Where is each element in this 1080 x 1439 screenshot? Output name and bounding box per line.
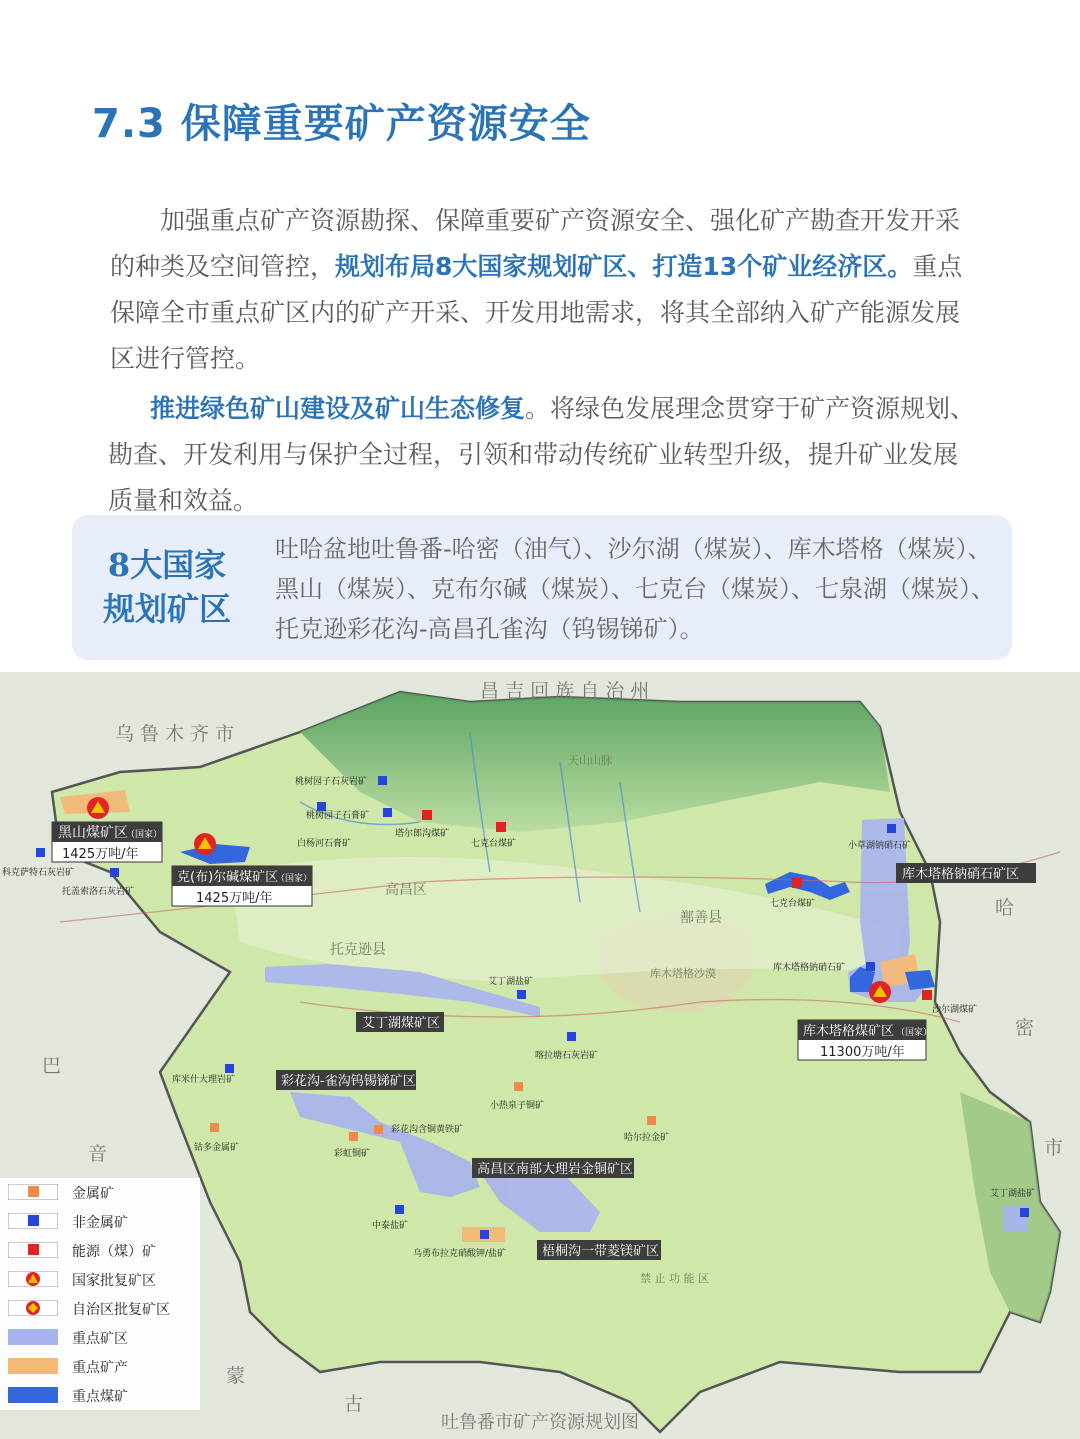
marker-energy — [496, 822, 506, 832]
marker-energy — [922, 990, 932, 1000]
mine-label: 艾丁湖盐矿 — [990, 1189, 1036, 1199]
map-caption: 吐鲁番市矿产资源规划图 — [441, 1412, 639, 1433]
marker-nonmetal — [378, 776, 387, 785]
callout-kumtag-coal-tag: （国家） — [896, 1028, 933, 1038]
infobox-title-line1: 8大国家 — [107, 546, 227, 584]
mine-label: 彩花沟含铜黄铁矿 — [391, 1125, 464, 1135]
legend-row-autonomous — [0, 1294, 200, 1323]
legend-key-area-swatch — [8, 1329, 58, 1345]
legend-row-nonmetal — [0, 1207, 200, 1236]
paragraph-mining-security — [110, 198, 980, 382]
infobox-text: 吐哈盆地吐鲁番-哈密（油气）、沙尔湖（煤炭）、库木塔格（煤炭）、黑山（煤炭）、克布尔碱（煤炭）、七克台（煤炭）、七泉湖（煤炭）、托克逊彩花沟-高昌孔雀沟（钨锡锑矿）。 — [275, 535, 995, 643]
marker-nonmetal — [887, 824, 896, 833]
marker-nonmetal — [317, 802, 326, 811]
marker-nonmetal — [866, 962, 875, 971]
marker-energy — [792, 878, 802, 888]
legend-label-autonomous: 自治区批复矿区 — [72, 1302, 170, 1318]
marker-metal — [349, 1132, 358, 1141]
terrain-label-toksun: 托克逊县 — [330, 942, 386, 958]
marker-metal — [514, 1082, 523, 1091]
legend-row-key-coal — [0, 1381, 200, 1410]
mine-label: 库木塔格钠硝石矿 — [773, 963, 846, 973]
infobox-title — [92, 543, 242, 631]
legend-label-metal: 金属矿 — [72, 1186, 114, 1202]
terrain-label-desert: 库木塔格沙漠 — [650, 967, 716, 980]
legend-row-key-mineral — [0, 1352, 200, 1381]
legend-key-coal-swatch — [8, 1387, 58, 1403]
marker-nonmetal — [110, 868, 119, 877]
marker-metal — [210, 1123, 219, 1132]
mine-label: 艾丁湖盐矿 — [488, 977, 534, 987]
terrain-label-shanshan: 鄯善县 — [680, 910, 722, 926]
paragraph2-text: 。将绿色发展理念贯穿于矿产资源规划、勘查、开发利用与保护全过程，引领和带动传统矿业转型升级，提升矿业发展质量和效益。 — [108, 394, 976, 515]
legend-autonomous-swatch — [8, 1300, 58, 1316]
callout-gaochang-south-name: 高昌区南部大理岩金铜矿区 — [477, 1162, 634, 1177]
national-mining-areas-box — [72, 515, 1012, 660]
terrain-label-tianshan: 天山山脉 — [568, 754, 612, 767]
legend-row-metal — [0, 1178, 200, 1207]
mine-label: 乌勇布拉克硝酸钾/盐矿 — [413, 1249, 507, 1259]
marker-energy — [422, 810, 432, 820]
legend-nonmetal-swatch — [8, 1213, 58, 1229]
callout-kumtag-coal-output: 11300万吨/年 — [820, 1045, 905, 1060]
mine-label: 喀拉塘石灰岩矿 — [535, 1051, 599, 1061]
terrain-label-gaochang: 高昌区 — [385, 882, 427, 898]
marker-nonmetal — [1020, 1208, 1029, 1217]
callout-kebuerjian-output: 1425万吨/年 — [196, 891, 273, 906]
marker-metal — [647, 1116, 656, 1125]
legend-key-mineral-swatch — [8, 1358, 58, 1374]
neighbor-label-meng: 蒙 — [226, 1365, 246, 1387]
paragraph1-text-a: 加强重点矿产资源勘探、保障重要矿产资源安全、强化矿产勘查开发开采的种类及空间管控， — [110, 206, 961, 281]
marker-nonmetal — [383, 808, 392, 817]
callout-aydinghu-name: 艾丁湖煤矿区 — [362, 1016, 441, 1031]
legend-metal-swatch — [8, 1184, 58, 1200]
legend-energy-swatch — [8, 1242, 58, 1258]
callout-heishan-tag: （国家） — [126, 830, 163, 840]
marker-metal — [374, 1125, 383, 1134]
section-title: 7.3 保障重要矿产资源安全 — [92, 101, 591, 147]
legend-label-national: 国家批复矿区 — [72, 1273, 156, 1289]
legend-label-energy: 能源（煤）矿 — [72, 1244, 156, 1260]
infobox-title-line2: 规划矿区 — [102, 590, 231, 628]
legend-label-key-mineral: 重点矿产 — [72, 1360, 128, 1376]
legend-label-nonmetal: 非金属矿 — [72, 1215, 128, 1231]
mine-label: 托盖索洛石灰岩矿 — [62, 887, 135, 897]
neighbor-label-yin: 音 — [88, 1143, 108, 1165]
mine-label: 小热泉子铜矿 — [490, 1101, 545, 1111]
marker-nonmetal — [517, 990, 526, 999]
mine-label: 库米什大理岩矿 — [172, 1075, 236, 1085]
mine-label: 白杨河石膏矿 — [297, 839, 352, 849]
paragraph1-highlight: 规划布局8大国家规划矿区、打造13个矿业经济区。 — [335, 252, 913, 281]
callout-kumtag-nitrate-name: 库木塔格钠硝石矿区 — [902, 867, 1020, 882]
legend-label-key-area: 重点矿区 — [72, 1331, 128, 1347]
legend-row-key-area — [0, 1323, 200, 1352]
coal-area-shaerhu — [905, 970, 935, 990]
mine-label: 七克台煤矿 — [471, 839, 517, 849]
callout-heishan-output: 1425万吨/年 — [62, 847, 139, 862]
mine-label: 七克台煤矿 — [770, 899, 816, 909]
neighbor-label-ha: 哈 — [995, 897, 1015, 919]
marker-nonmetal — [480, 1230, 489, 1239]
callout-caihuagou-name: 彩花沟-雀沟钨锡锑矿区 — [281, 1074, 416, 1089]
mine-label: 哈尔拉金矿 — [624, 1133, 670, 1143]
marker-nonmetal — [36, 848, 45, 857]
mine-label: 彩虹铜矿 — [334, 1149, 371, 1159]
mine-label: 科克萨特石灰岩矿 — [2, 868, 75, 878]
neighbor-label-ba: 巴 — [42, 1055, 62, 1077]
mine-label: 中泰盐矿 — [372, 1221, 409, 1231]
marker-nonmetal — [395, 1205, 404, 1214]
mine-label: 桃树园子石膏矿 — [306, 811, 370, 821]
mine-label: 沙尔湖煤矿 — [932, 1005, 978, 1015]
neighbor-label-gu: 古 — [344, 1393, 364, 1415]
neighbor-label-shi: 市 — [1044, 1137, 1064, 1159]
callout-heishan-name: 黑山煤矿区 — [58, 825, 128, 841]
neighbor-label-urumqi: 乌 鲁 木 齐 市 — [115, 723, 235, 745]
neighbor-label-mi: 密 — [1015, 1017, 1035, 1039]
mine-label: 小草湖钠硝石矿 — [848, 841, 912, 851]
callout-kebuerjian-name: 克(布)尔碱煤矿区 — [177, 870, 279, 885]
neighbor-label-changji: 昌 吉 回 族 自 治 州 — [480, 680, 650, 702]
callout-kumtag-coal-name: 库木塔格煤矿区 — [803, 1024, 895, 1039]
legend-row-national — [0, 1265, 200, 1294]
callout-wutonggou-name: 梧桐沟一带菱镁矿区 — [542, 1244, 660, 1259]
legend-label-key-coal: 重点煤矿 — [72, 1389, 128, 1405]
terrain-label-forbidden: 禁 止 功 能 区 — [640, 1272, 709, 1285]
paragraph2-highlight: 推进绿色矿山建设及矿山生态修复 — [150, 394, 526, 423]
legend-national-swatch — [8, 1271, 58, 1287]
paragraph1-text-b: 重点保障全市重点矿区内的矿产开采、开发用地需求，将其全部纳入矿产能源发展区进行管控。 — [110, 252, 963, 373]
mine-label: 塔尔郎沟煤矿 — [395, 829, 450, 839]
paragraph-green-mining — [108, 386, 978, 524]
mine-label: 钴多金属矿 — [194, 1143, 240, 1153]
map-legend — [0, 1178, 200, 1410]
callout-kebuerjian-tag: （国家） — [276, 874, 313, 884]
marker-nonmetal — [567, 1032, 576, 1041]
mine-label: 桃树园子石灰岩矿 — [295, 777, 368, 787]
legend-row-energy — [0, 1236, 200, 1265]
marker-nonmetal — [225, 1064, 234, 1073]
